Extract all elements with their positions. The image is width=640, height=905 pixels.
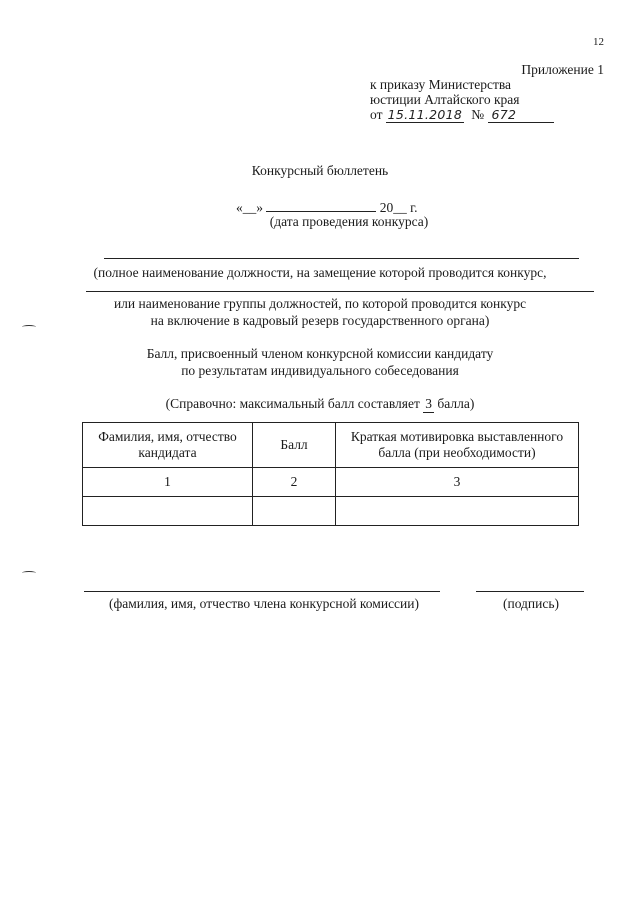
member-name-line [84,591,440,592]
column-number-1: 1 [83,468,253,497]
score-heading-2: по результатам индивидуального собеседования [181,363,459,378]
date-month-field [266,199,376,212]
appendix-block [370,62,610,123]
position-line-2 [86,291,594,292]
signature-caption: (подпись) [502,596,560,611]
column-number-2: 2 [253,468,336,497]
score-cell [253,497,336,526]
appendix-line-ministry: к приказу Министерства [370,77,512,92]
reference-note [0,396,640,413]
document-title: Конкурсный бюллетень [251,163,389,178]
order-number-sign: № [471,107,485,122]
appendix-title: Приложение 1 [521,62,604,77]
reference-prefix: (Справочно: максимальный балл составляет [165,396,424,411]
column-number-3: 3 [336,468,579,497]
table-header-row [83,423,579,468]
position-caption-3: на включение в кадровый резерв государственного органа) [150,313,490,328]
page-number: 12 [593,36,604,48]
position-line-1 [104,258,579,259]
header-motivation: Краткая мотивировка выставленного балла (при необходимости) [336,423,579,468]
date-day-field: «__» [236,200,263,215]
date-caption: (дата проведения конкурса) [269,214,429,229]
signature-line [476,591,584,592]
header-candidate-name: Фамилия, имя, отчество кандидата [83,423,253,468]
appendix-from-prefix: от [370,107,383,122]
member-name-caption: (фамилия, имя, отчество члена конкурсной комиссии) [109,596,419,611]
header-score: Балл [253,423,336,468]
reference-suffix: балла) [434,396,475,411]
scan-mark-top [22,325,36,329]
reference-max-score: 3 [423,396,434,413]
appendix-order-line [370,107,610,123]
appendix-line-justice: юстиции Алтайского края [370,92,520,107]
candidate-name-cell [83,497,253,526]
date-year-field: 20__ г. [379,200,418,215]
score-table [82,422,579,526]
order-date-handwritten: 15.11.2018 [387,107,463,122]
position-caption-1: (полное наименование должности, на замещение которой проводится конкурс, [93,265,547,280]
position-caption-2: или наименование группы должностей, по которой проводится конкурс [113,296,527,311]
scan-mark-bottom [22,571,36,575]
table-numbering-row [83,468,579,497]
motivation-cell [336,497,579,526]
order-number-handwritten: 672 [488,107,554,123]
score-heading-1: Балл, присвоенный членом конкурсной комиссии кандидату [146,346,494,361]
table-row [83,497,579,526]
